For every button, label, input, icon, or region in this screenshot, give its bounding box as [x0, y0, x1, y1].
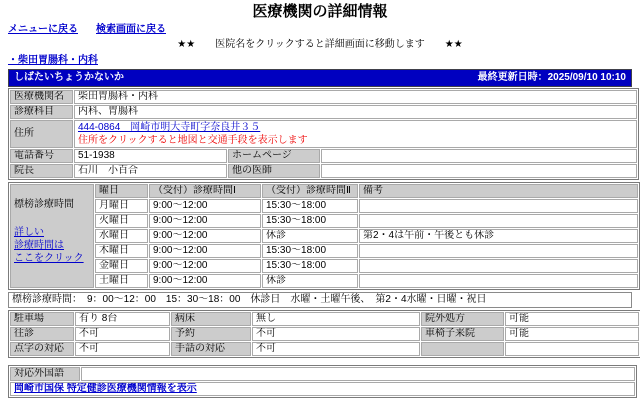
time2-cell: 休診: [262, 274, 358, 288]
time1-cell: 9:00～12:00: [149, 199, 261, 213]
other-doctors-label: 他の医師: [228, 164, 320, 178]
table-row: [10, 342, 639, 356]
schedule-detail-links: [14, 226, 90, 265]
schedule-summary: 標榜診療時間： 9：00～12：00 15：30～18：00 休診日 水曜・土曜午後、 第2・4水曜・日曜・祝日: [8, 292, 632, 308]
page-title: 医療機関の詳細情報: [252, 3, 388, 20]
note-cell: [359, 274, 638, 288]
braille-value: 不可: [75, 342, 170, 356]
schedule-detail-link-2[interactable]: 診療時間は: [14, 240, 64, 251]
time2-cell: 15:30～18:00: [262, 259, 358, 273]
time2-cell: 15:30～18:00: [262, 199, 358, 213]
back-to-menu-link[interactable]: メニューに戻る: [8, 24, 78, 35]
sign-language-label: 手話の対応: [171, 342, 251, 356]
table-row: [10, 367, 635, 381]
beds-label: 病床: [171, 312, 251, 326]
schedule-header-time1: （受付）診療時間Ⅰ: [149, 184, 261, 198]
day-cell: 月曜日: [95, 199, 148, 213]
table-row: [10, 327, 639, 341]
department-value: 内科、胃腸科: [74, 105, 637, 119]
back-to-search-link[interactable]: 検索画面に戻る: [96, 24, 166, 35]
note-cell: 第2・4は午前・午後とも休診: [359, 229, 638, 243]
house-call-label: 往診: [10, 327, 74, 341]
empty-value-cell: [505, 342, 639, 356]
external-prescription-label: 院外処方: [421, 312, 504, 326]
schedule-row-thursday: [10, 244, 638, 258]
institution-name-value: 柴田胃腸科・内科: [74, 90, 637, 104]
schedule-header-day: 曜日: [95, 184, 148, 198]
schedule-header-time2: （受付）診療時間Ⅱ: [262, 184, 358, 198]
address-label: 住所: [10, 120, 73, 148]
beds-value: 無し: [252, 312, 420, 326]
note-cell: [359, 199, 638, 213]
table-row: [10, 312, 639, 326]
table-row: [10, 90, 637, 104]
languages-table: [8, 365, 637, 398]
department-label: 診療科目: [10, 105, 73, 119]
day-cell: 木曜日: [95, 244, 148, 258]
schedule-row-monday: [10, 199, 638, 213]
wheelchair-label: 車椅子来院: [421, 327, 504, 341]
day-cell: 金曜日: [95, 259, 148, 273]
schedule-table: [8, 182, 640, 290]
empty-label-cell: [421, 342, 504, 356]
time1-cell: 9:00～12:00: [149, 229, 261, 243]
table-row: [10, 382, 635, 396]
facilities-table: [8, 310, 640, 358]
house-call-value: 不可: [75, 327, 170, 341]
time1-cell: 9:00～12:00: [149, 259, 261, 273]
kokuho-checkup-info-link[interactable]: 岡崎市国保 特定健診医療機関情報を表示: [14, 383, 197, 394]
day-cell: 水曜日: [95, 229, 148, 243]
foreign-language-label: 対応外国語: [10, 367, 80, 381]
external-prescription-value: 可能: [505, 312, 639, 326]
day-cell: 土曜日: [95, 274, 148, 288]
time2-cell: 休診: [262, 229, 358, 243]
sign-language-value: 不可: [252, 342, 420, 356]
schedule-detail-link-1[interactable]: 詳しい: [14, 227, 44, 238]
time1-cell: 9:00～12:00: [149, 274, 261, 288]
time2-cell: 15:30～18:00: [262, 244, 358, 258]
phone-label: 電話番号: [10, 149, 73, 163]
parking-label: 駐車場: [10, 312, 74, 326]
other-doctors-value: [321, 164, 637, 178]
parking-value: 有り 8台: [75, 312, 170, 326]
last-updated: 最終更新日時：2025/09/10 10:10: [477, 72, 626, 83]
notice-text: ★★ 医院名をクリックすると詳細画面に移動します ★★: [177, 39, 463, 50]
phone-value: 51-1938: [74, 149, 227, 163]
homepage-label: ホームページ: [228, 149, 320, 163]
schedule-section-label: 標榜診療時間: [14, 199, 74, 210]
footer-link-cell: [10, 382, 635, 396]
note-cell: [359, 259, 638, 273]
address-note: 住所をクリックすると地図と交通手段を表示します: [78, 135, 308, 146]
table-row: [10, 149, 637, 163]
wheelchair-value: 可能: [505, 327, 639, 341]
time2-cell: 15:30～18:00: [262, 214, 358, 228]
braille-label: 点字の対応: [10, 342, 74, 356]
clinic-info-table: [8, 88, 639, 180]
schedule-header-note: 備考: [359, 184, 638, 198]
address-link[interactable]: 444-0864 岡崎市明大寺町字奈良井３５: [78, 122, 261, 133]
note-cell: [359, 214, 638, 228]
schedule-row-friday: [10, 259, 638, 273]
day-cell: 火曜日: [95, 214, 148, 228]
clinic-link-line: [8, 55, 632, 67]
time1-cell: 9:00～12:00: [149, 214, 261, 228]
table-row: [10, 164, 637, 178]
address-cell: [74, 120, 637, 148]
schedule-detail-link-3[interactable]: ここをクリック: [14, 253, 84, 264]
table-row: [10, 120, 637, 148]
table-row: [10, 105, 637, 119]
schedule-row-saturday: [10, 274, 638, 288]
clinic-header-bar: [8, 69, 632, 87]
director-value: 石川 小百合: [74, 164, 227, 178]
reservation-label: 予約: [171, 327, 251, 341]
reservation-value: 不可: [252, 327, 420, 341]
schedule-header-row: [10, 184, 638, 198]
foreign-language-value: [81, 367, 635, 381]
clinic-kana: しばたいちょうかないか: [14, 72, 124, 83]
homepage-value: [321, 149, 637, 163]
schedule-row-wednesday: [10, 229, 638, 243]
schedule-row-tuesday: [10, 214, 638, 228]
schedule-section-cell: [10, 184, 94, 288]
clinic-name-link[interactable]: ・柴田胃腸科・内科: [8, 55, 98, 66]
note-cell: [359, 244, 638, 258]
nav-links: [8, 24, 632, 36]
institution-name-label: 医療機関名: [10, 90, 73, 104]
director-label: 院長: [10, 164, 73, 178]
time1-cell: 9:00～12:00: [149, 244, 261, 258]
